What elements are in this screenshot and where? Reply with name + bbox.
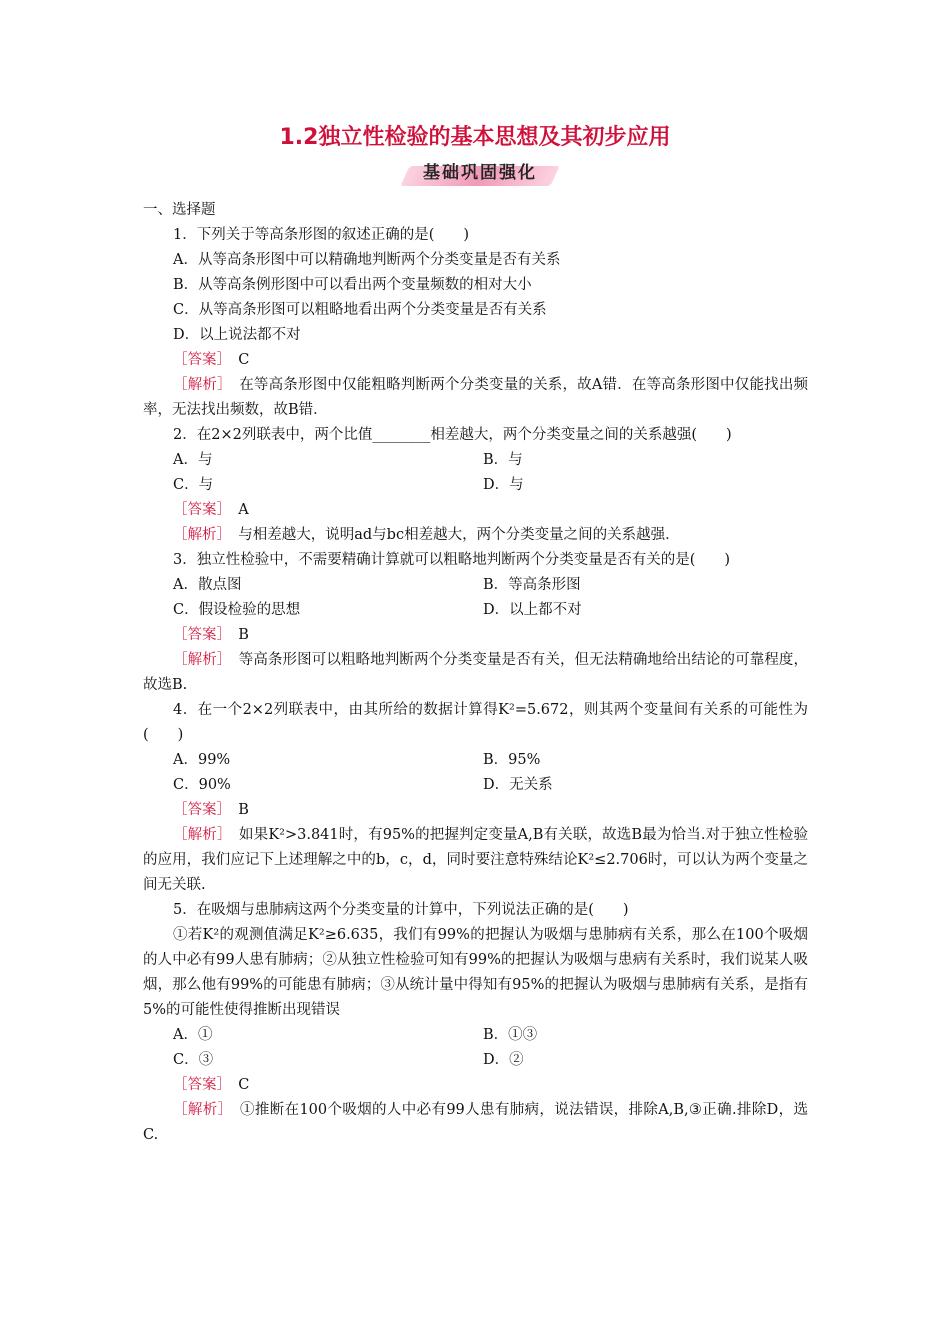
question-2-stem: 2．在2×2列联表中，两个比值________相差越大，两个分类变量之间的关系越强( ) bbox=[173, 427, 732, 443]
question-2-option-c: C．与 bbox=[173, 477, 214, 493]
document-body bbox=[143, 198, 808, 1148]
question-5-analysis bbox=[143, 1098, 808, 1148]
page-title: 1.2独立性检验的基本思想及其初步应用 bbox=[279, 125, 671, 150]
question-4-option-b: B．95% bbox=[483, 752, 541, 768]
question-3-stem: 3．独立性检验中，不需要精确计算就可以粗略地判断两个分类变量是否有关的是( ) bbox=[173, 552, 731, 568]
question-4-option-c: C．90% bbox=[173, 777, 231, 793]
question-5-stem: 5．在吸烟与患肺病这两个分类变量的计算中，下列说法正确的是( ) bbox=[173, 902, 629, 918]
answer-value: A bbox=[238, 502, 249, 518]
question-4-analysis bbox=[143, 823, 808, 898]
question-3-answer bbox=[143, 623, 808, 648]
section-banner bbox=[405, 158, 555, 190]
question-1-option-a: A．从等高条形图中可以精确地判断两个分类变量是否有关系 bbox=[173, 252, 561, 268]
question-5-options-row-1 bbox=[143, 1023, 808, 1048]
question-5-option-b: B．①③ bbox=[483, 1027, 538, 1043]
question-3-option-d: D．以上都不对 bbox=[483, 602, 582, 618]
answer-tag: ［答案］ bbox=[173, 627, 224, 643]
analysis-tag: ［解析］ bbox=[173, 527, 224, 543]
answer-tag: ［答案］ bbox=[173, 802, 224, 818]
analysis-text: ①推断在100个吸烟的人中必有99人患有肺病，说法错误，排除A,B,③正确.排除D，选C. bbox=[143, 1102, 809, 1143]
analysis-tag: ［解析］ bbox=[173, 377, 225, 393]
question-5-answer bbox=[143, 1073, 808, 1098]
question-5-option-a: A．① bbox=[173, 1027, 213, 1043]
question-3-options-row-2 bbox=[143, 598, 808, 623]
question-2-options-row-2 bbox=[143, 473, 808, 498]
analysis-text: 如果K²>3.841时，有95%的把握判定变量A,B有关联，故选B最为恰当.对于独立性检验的应用，我们应记下上述理解之中的b，c，d，同时要注意特殊结论K²≤2.706时，可以认为两个变量之间无关联. bbox=[143, 827, 809, 893]
question-5-option-d: D．② bbox=[483, 1052, 524, 1068]
question-2-answer bbox=[143, 498, 808, 523]
question-3-analysis bbox=[143, 648, 808, 698]
question-4-stem: 4．在一个2×2列联表中，由其所给的数据计算得K²=5.672，则其两个变量间有关系的可能性为( ) bbox=[143, 702, 808, 743]
analysis-text: 等高条形图可以粗略地判断两个分类变量是否有关，但无法精确地给出结论的可靠程度，故选B. bbox=[143, 652, 809, 693]
question-1-option-d: D．以上说法都不对 bbox=[173, 327, 301, 343]
question-3-option-c: C．假设检验的思想 bbox=[173, 602, 301, 618]
answer-value: C bbox=[238, 1077, 250, 1093]
question-1-answer bbox=[143, 348, 808, 373]
question-1-stem: 1．下列关于等高条形图的叙述正确的是( ) bbox=[173, 227, 470, 243]
banner-text: 基础巩固强化 bbox=[423, 163, 537, 183]
question-4-option-a: A．99% bbox=[173, 752, 231, 768]
answer-value: B bbox=[238, 627, 249, 643]
question-2-option-b: B．与 bbox=[483, 452, 523, 468]
question-2-option-a: A．与 bbox=[173, 452, 213, 468]
question-3-options-row-1 bbox=[143, 573, 808, 598]
question-1-analysis bbox=[143, 373, 808, 423]
question-1-option-b: B．从等高条例形图中可以看出两个变量频数的相对大小 bbox=[173, 277, 532, 293]
question-4-options-row-2 bbox=[143, 773, 808, 798]
analysis-tag: ［解析］ bbox=[173, 1102, 226, 1118]
question-2-options-row-1 bbox=[143, 448, 808, 473]
section-heading: 一、选择题 bbox=[143, 202, 216, 218]
answer-tag: ［答案］ bbox=[173, 352, 224, 368]
question-3-option-a: A．散点图 bbox=[173, 577, 242, 593]
analysis-text: 与相差越大，说明ad与bc相差越大，两个分类变量之间的关系越强． bbox=[238, 527, 680, 543]
question-3-option-b: B．等高条形图 bbox=[483, 577, 581, 593]
question-4-answer bbox=[143, 798, 808, 823]
answer-value: B bbox=[238, 802, 249, 818]
question-2-analysis bbox=[143, 523, 808, 548]
analysis-tag: ［解析］ bbox=[173, 827, 225, 843]
question-2-option-d: D．与 bbox=[483, 477, 524, 493]
answer-tag: ［答案］ bbox=[173, 1077, 224, 1093]
question-1-option-c: C．从等高条形图可以粗略地看出两个分类变量是否有关系 bbox=[173, 302, 547, 318]
answer-value: C bbox=[238, 352, 250, 368]
question-4-options-row-1 bbox=[143, 748, 808, 773]
analysis-text: 在等高条形图中仅能粗略判断两个分类变量的关系，故A错．在等高条形图中仅能找出频率，无法找出频数，故B错． bbox=[143, 377, 809, 418]
analysis-tag: ［解析］ bbox=[173, 652, 225, 668]
question-5-option-c: C．③ bbox=[173, 1052, 214, 1068]
question-5-options-row-2 bbox=[143, 1048, 808, 1073]
question-4-option-d: D．无关系 bbox=[483, 777, 553, 793]
answer-tag: ［答案］ bbox=[173, 502, 224, 518]
question-5-body: ①若K²的观测值满足K²≥6.635，我们有99%的把握认为吸烟与患肺病有关系，那么在100个吸烟的人中必有99人患有肺病；②从独立性检验可知有99%的把握认为吸烟与患病有关系时，我们说某人吸烟，那么他有99%的可能患有肺病；③从统计量中得知有95%的把握认为吸烟与患肺病有关系，是指有5%的可能性使得推断出现错误 bbox=[143, 927, 808, 1018]
